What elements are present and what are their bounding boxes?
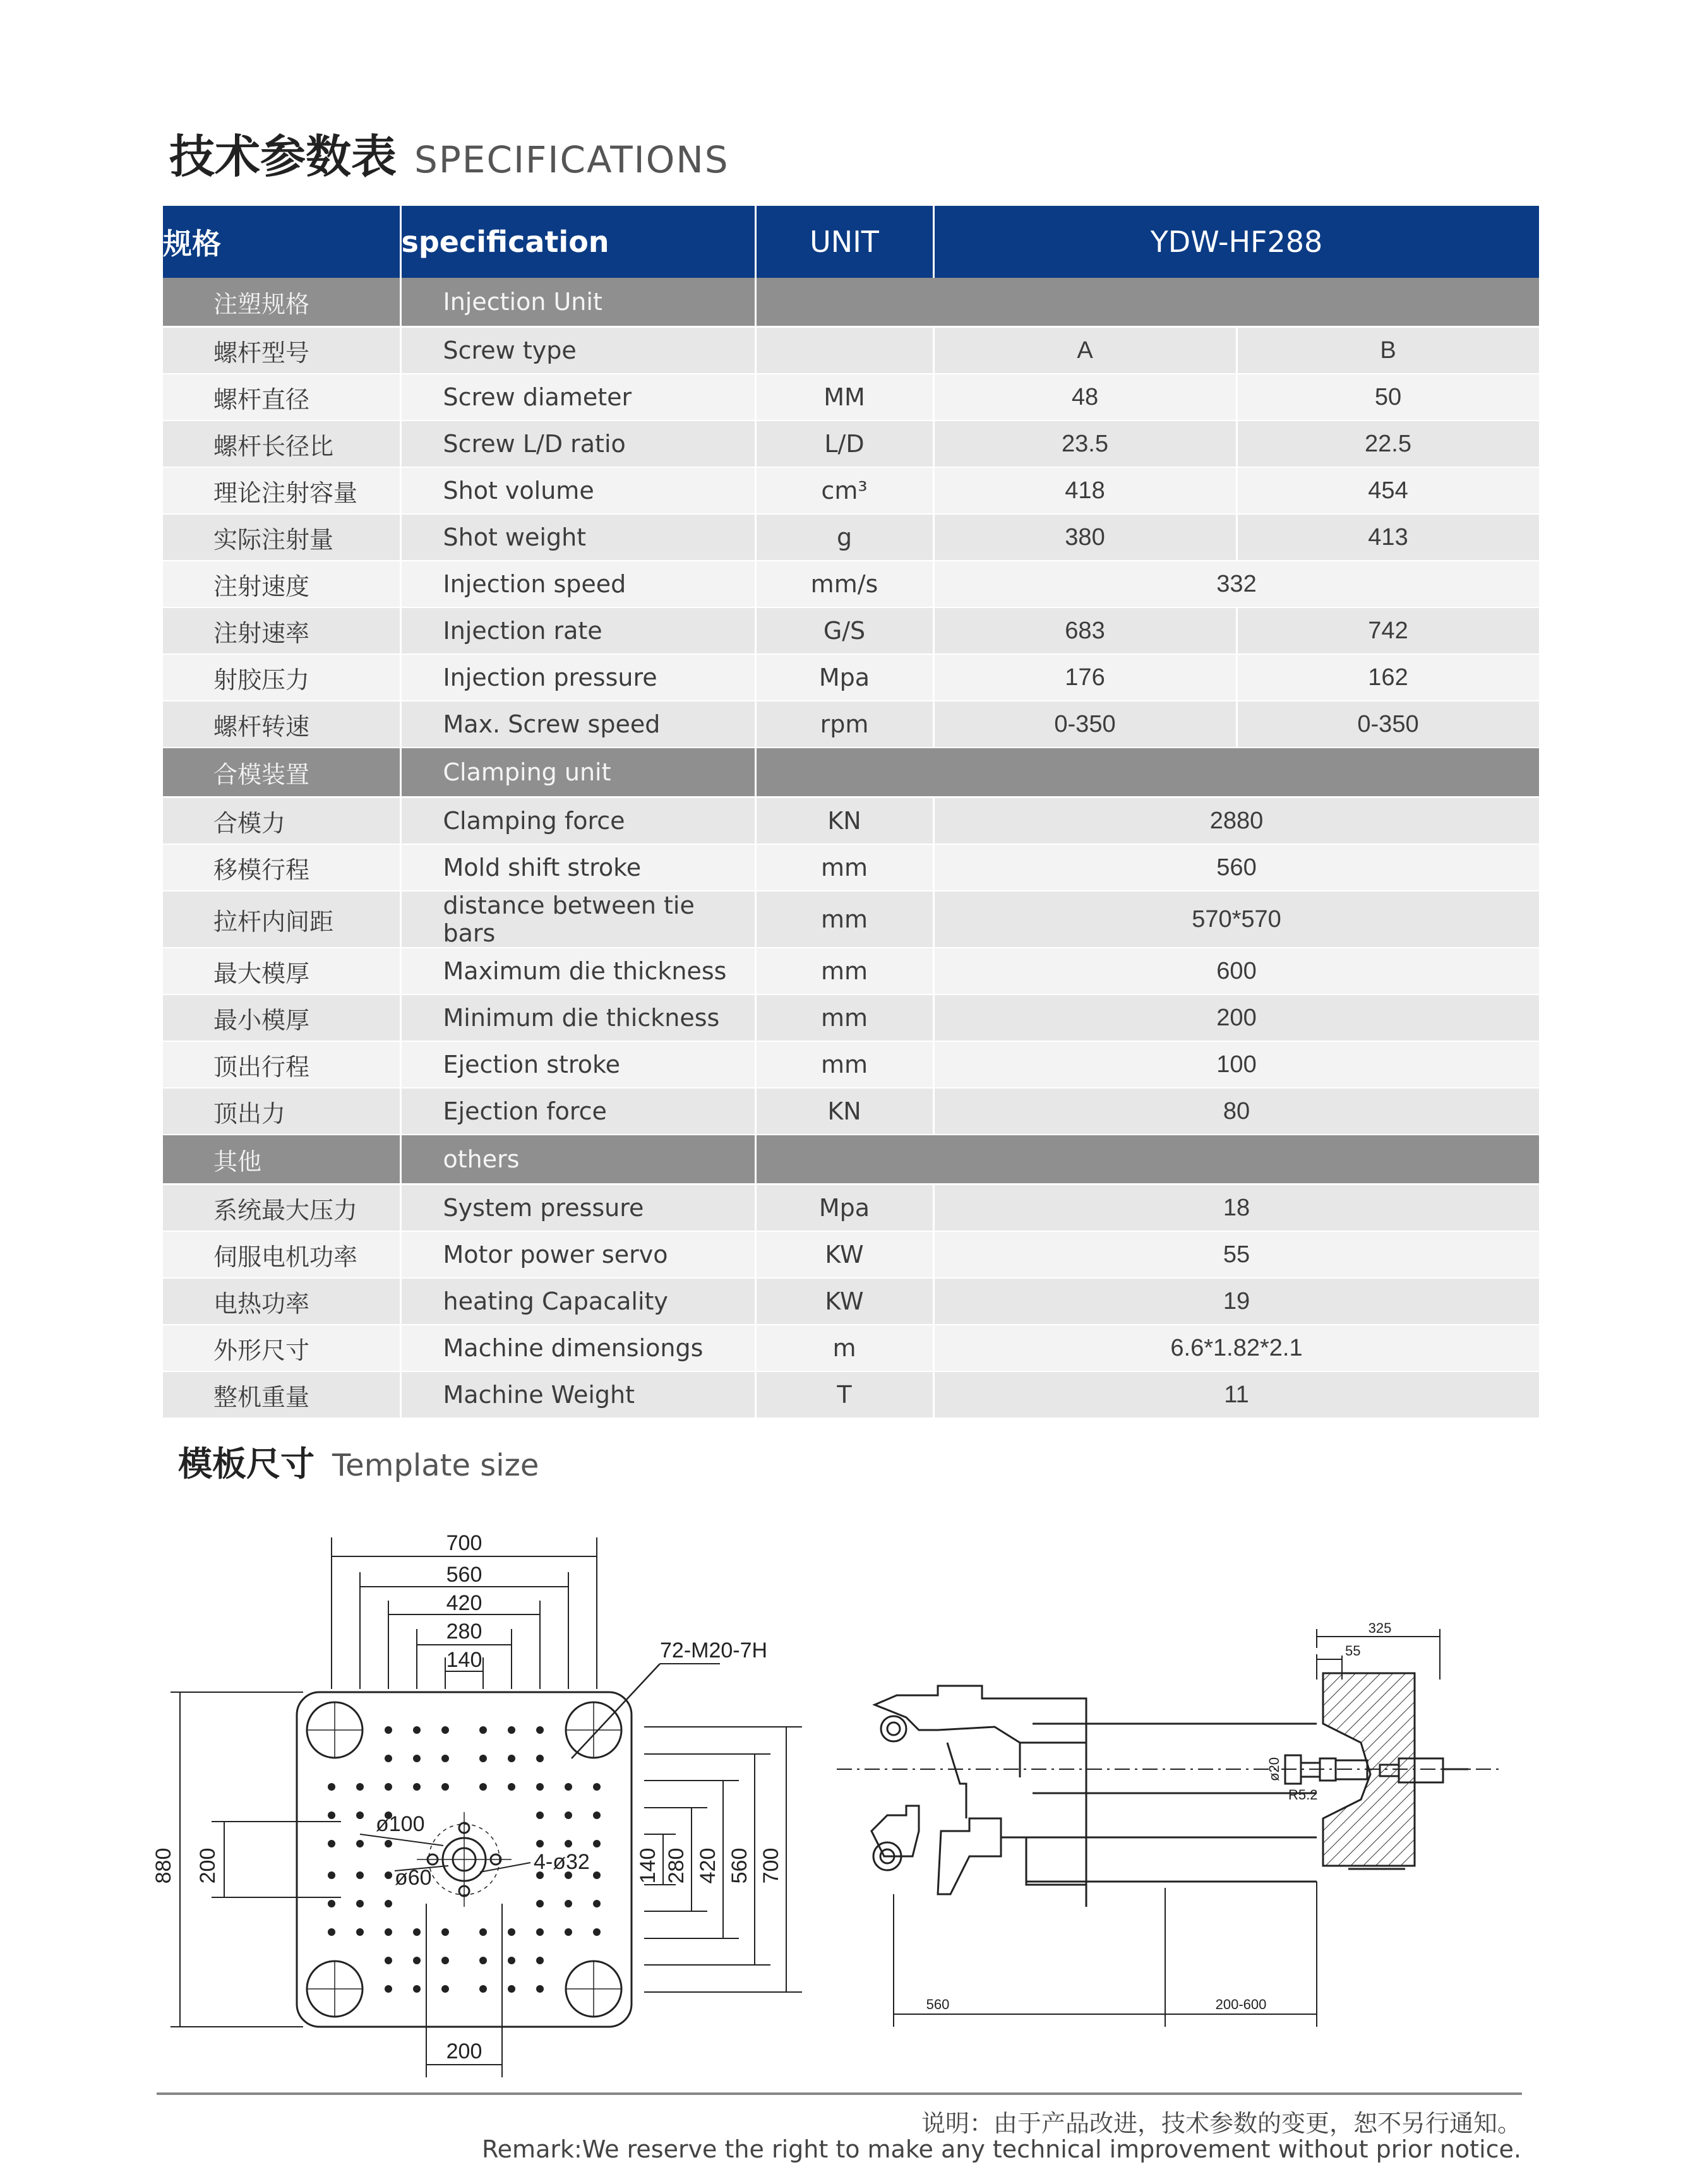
- dim-left-200: 200: [196, 1847, 220, 1884]
- table-row: [163, 1371, 1540, 1418]
- table-row: [163, 844, 1540, 891]
- mounting-hole: [565, 1928, 572, 1936]
- mounting-hole: [328, 1900, 335, 1907]
- param-value: 80: [933, 1088, 1540, 1135]
- param-name-en: Machine Weight: [400, 1371, 755, 1418]
- param-name-cn: 整机重量: [163, 1371, 400, 1418]
- dim-right-700: 700: [759, 1847, 783, 1884]
- param-unit: m: [755, 1325, 933, 1371]
- spec-heading: [169, 120, 729, 186]
- mounting-hole: [536, 1811, 544, 1819]
- mounting-hole: [536, 1985, 544, 1993]
- dim-right-140: 140: [636, 1847, 660, 1884]
- section-title-cn: 合模装置: [163, 748, 400, 797]
- table-row: [163, 421, 1540, 467]
- template-heading-cn: 模板尺寸: [178, 1444, 314, 1484]
- mounting-hole: [536, 1957, 544, 1964]
- param-name-en: Ejection stroke: [400, 1041, 755, 1088]
- table-row: [163, 1041, 1540, 1088]
- footer-divider: [157, 2092, 1522, 2095]
- param-value-a: 418: [933, 467, 1237, 514]
- mounting-hole: [413, 1783, 421, 1791]
- param-value-a: 176: [933, 654, 1237, 701]
- mounting-hole: [508, 1985, 515, 1993]
- table-row: [163, 514, 1540, 561]
- mounting-hole: [413, 1985, 421, 1993]
- mounting-hole: [385, 1928, 392, 1936]
- param-name-cn: 实际注射量: [163, 514, 400, 561]
- param-name-cn: 系统最大压力: [163, 1184, 400, 1232]
- section-title-en: Injection Unit: [400, 278, 755, 327]
- param-value-b: 413: [1237, 514, 1540, 561]
- section-blank: [755, 1135, 1540, 1184]
- dim-bottom-200-600: 200-600: [1215, 1996, 1267, 2012]
- param-unit: Mpa: [755, 654, 933, 701]
- mounting-hole: [356, 1811, 364, 1819]
- param-unit: mm/s: [755, 561, 933, 607]
- param-name-en: Injection pressure: [400, 654, 755, 701]
- mounting-hole: [356, 1928, 364, 1936]
- param-name-cn: 合模力: [163, 797, 400, 845]
- dim-top-55: 55: [1345, 1643, 1361, 1659]
- param-name-en: distance between tie bars: [400, 891, 755, 948]
- table-row: [163, 374, 1540, 421]
- dim-right-560: 560: [728, 1847, 752, 1884]
- mounting-hole: [536, 1900, 544, 1907]
- param-unit: KW: [755, 1278, 933, 1325]
- param-value-b: 162: [1237, 654, 1540, 701]
- table-row: [163, 1278, 1540, 1325]
- mounting-hole: [328, 1928, 335, 1936]
- dim-top-325: 325: [1368, 1620, 1392, 1636]
- mounting-hole: [385, 1726, 392, 1734]
- mounting-hole: [413, 1726, 421, 1734]
- mounting-hole: [479, 1985, 487, 1993]
- ring-callout: ø100: [376, 1812, 425, 1836]
- param-value: 2880: [933, 797, 1540, 845]
- header-spec: specification: [400, 206, 755, 278]
- param-unit: mm: [755, 994, 933, 1041]
- param-name-en: Max. Screw speed: [400, 701, 755, 748]
- param-unit: mm: [755, 948, 933, 994]
- param-unit: G/S: [755, 607, 933, 654]
- mounting-hole: [413, 1957, 421, 1964]
- param-name-cn: 螺杆直径: [163, 374, 400, 421]
- table-row: [163, 1231, 1540, 1278]
- param-name-en: Screw diameter: [400, 374, 755, 421]
- table-row: [163, 948, 1540, 994]
- param-value: 332: [933, 561, 1540, 607]
- param-value: 55: [933, 1231, 1540, 1278]
- param-value-b: 0-350: [1237, 701, 1540, 748]
- param-name-en: Screw L/D ratio: [400, 421, 755, 467]
- param-value: 600: [933, 948, 1540, 994]
- param-value-a: 380: [933, 514, 1237, 561]
- param-unit: rpm: [755, 701, 933, 748]
- side-view-drawing: [837, 1620, 1550, 2039]
- mounting-hole: [536, 1783, 544, 1791]
- param-unit: mm: [755, 891, 933, 948]
- param-value: 19: [933, 1278, 1540, 1325]
- param-unit: cm³: [755, 467, 933, 514]
- section-row: [163, 1135, 1540, 1184]
- mounting-hole: [508, 1783, 515, 1791]
- mounting-hole: [328, 1871, 335, 1879]
- param-value-b: 50: [1237, 374, 1540, 421]
- mounting-hole: [356, 1783, 364, 1791]
- param-value: 100: [933, 1041, 1540, 1088]
- header-model: YDW-HF288: [933, 206, 1540, 278]
- param-name-en: Injection speed: [400, 561, 755, 607]
- mounting-hole: [441, 1755, 449, 1762]
- mounting-hole: [593, 1900, 601, 1907]
- mounting-hole: [479, 1726, 487, 1734]
- table-row: [163, 1325, 1540, 1371]
- table-row: [163, 1184, 1540, 1232]
- param-name-cn: 螺杆转速: [163, 701, 400, 748]
- mounting-hole: [385, 1985, 392, 1993]
- hole-callout: 4-ø32: [534, 1850, 590, 1874]
- param-name-en: Maximum die thickness: [400, 948, 755, 994]
- param-value: 570*570: [933, 891, 1540, 948]
- mounting-hole: [356, 1871, 364, 1879]
- section-title-cn: 注塑规格: [163, 278, 400, 327]
- dim-right-280: 280: [664, 1847, 688, 1884]
- mounting-hole: [385, 1840, 392, 1847]
- remark-en: Remark:We reserve the right to make any technical improvement without prior notice.: [481, 2135, 1521, 2163]
- spec-heading-cn: 技术参数表: [169, 130, 397, 183]
- param-value-a: 0-350: [933, 701, 1237, 748]
- param-unit: mm: [755, 844, 933, 891]
- dim-top-700: 700: [446, 1531, 482, 1555]
- mounting-hole: [385, 1755, 392, 1762]
- section-title-en: others: [400, 1135, 755, 1184]
- param-name-en: Injection rate: [400, 607, 755, 654]
- param-name-en: Motor power servo: [400, 1231, 755, 1278]
- spec-table: [163, 206, 1541, 1419]
- param-value-b: 454: [1237, 467, 1540, 514]
- section-blank: [755, 748, 1540, 797]
- param-name-cn: 注射速度: [163, 561, 400, 607]
- param-name-en: System pressure: [400, 1184, 755, 1232]
- param-name-cn: 射胶压力: [163, 654, 400, 701]
- param-value-b: 22.5: [1237, 421, 1540, 467]
- table-row: [163, 797, 1540, 845]
- mounting-hole: [508, 1928, 515, 1936]
- nozzle-radius-label: R5.2: [1288, 1787, 1318, 1803]
- mounting-hole: [413, 1928, 421, 1936]
- param-name-cn: 顶出力: [163, 1088, 400, 1135]
- mounting-hole: [385, 1871, 392, 1879]
- table-row: [163, 891, 1540, 948]
- param-name-en: Shot volume: [400, 467, 755, 514]
- param-name-cn: 螺杆长径比: [163, 421, 400, 467]
- table-row: [163, 327, 1540, 374]
- nozzle-dia-label: ø20: [1266, 1757, 1282, 1781]
- mounting-hole: [593, 1783, 601, 1791]
- param-name-cn: 注射速率: [163, 607, 400, 654]
- dim-bottom-560: 560: [926, 1996, 950, 2012]
- param-name-en: Minimum die thickness: [400, 994, 755, 1041]
- param-name-cn: 最大模厚: [163, 948, 400, 994]
- mounting-hole: [328, 1840, 335, 1847]
- param-unit: Mpa: [755, 1184, 933, 1232]
- mounting-hole: [441, 1928, 449, 1936]
- template-heading-en: Template size: [332, 1448, 539, 1483]
- locator-callout: ø60: [395, 1866, 432, 1890]
- param-name-cn: 最小模厚: [163, 994, 400, 1041]
- mounting-hole: [479, 1957, 487, 1964]
- param-value-b: B: [1237, 327, 1540, 374]
- param-name-cn: 移模行程: [163, 844, 400, 891]
- mounting-hole: [385, 1957, 392, 1964]
- mounting-hole: [536, 1928, 544, 1936]
- param-name-cn: 理论注射容量: [163, 467, 400, 514]
- table-row: [163, 654, 1540, 701]
- param-value: 200: [933, 994, 1540, 1041]
- param-name-cn: 螺杆型号: [163, 327, 400, 374]
- param-value: 11: [933, 1371, 1540, 1418]
- param-unit: [755, 327, 933, 374]
- mounting-hole: [536, 1755, 544, 1762]
- mounting-hole: [479, 1783, 487, 1791]
- mounting-hole: [593, 1811, 601, 1819]
- section-row: [163, 748, 1540, 797]
- table-row: [163, 994, 1540, 1041]
- param-name-cn: 电热功率: [163, 1278, 400, 1325]
- param-name-en: Clamping force: [400, 797, 755, 845]
- platen-template-drawing: [152, 1512, 834, 2093]
- mounting-hole: [593, 1871, 601, 1879]
- remark-cn: 说明：由于产品改进，技术参数的变更，恕不另行通知。: [921, 2109, 1521, 2137]
- param-name-en: Machine dimensiongs: [400, 1325, 755, 1371]
- section-blank: [755, 278, 1540, 327]
- param-value-a: 683: [933, 607, 1237, 654]
- table-row: [163, 561, 1540, 607]
- dim-top-420: 420: [446, 1591, 482, 1615]
- dim-top-280: 280: [446, 1620, 482, 1644]
- mounting-hole: [385, 1783, 392, 1791]
- mounting-hole: [328, 1783, 335, 1791]
- mounting-hole: [508, 1755, 515, 1762]
- mounting-hole: [479, 1755, 487, 1762]
- param-name-en: Mold shift stroke: [400, 844, 755, 891]
- thread-callout: 72-M20-7H: [660, 1638, 768, 1662]
- table-row: [163, 701, 1540, 748]
- param-name-en: Ejection force: [400, 1088, 755, 1135]
- mounting-hole: [479, 1928, 487, 1936]
- mounting-hole: [565, 1900, 572, 1907]
- section-title-en: Clamping unit: [400, 748, 755, 797]
- mounting-hole: [536, 1840, 544, 1847]
- param-name-en: Shot weight: [400, 514, 755, 561]
- param-name-en: Screw type: [400, 327, 755, 374]
- table-row: [163, 1088, 1540, 1135]
- param-value: 560: [933, 844, 1540, 891]
- mounting-hole: [413, 1755, 421, 1762]
- dim-bottom-200: 200: [446, 2039, 482, 2063]
- param-name-cn: 拉杆内间距: [163, 891, 400, 948]
- mounting-hole: [593, 1928, 601, 1936]
- dim-left-880: 880: [152, 1847, 176, 1884]
- param-value-a: 23.5: [933, 421, 1237, 467]
- mounting-hole: [441, 1957, 449, 1964]
- table-row: [163, 467, 1540, 514]
- mounting-hole: [441, 1726, 449, 1734]
- param-unit: KN: [755, 797, 933, 845]
- param-name-cn: 顶出行程: [163, 1041, 400, 1088]
- mounting-hole: [441, 1985, 449, 1993]
- mounting-hole: [385, 1900, 392, 1907]
- header-unit: UNIT: [755, 206, 933, 278]
- param-unit: T: [755, 1371, 933, 1418]
- mounting-hole: [508, 1957, 515, 1964]
- param-value-b: 742: [1237, 607, 1540, 654]
- mounting-hole: [565, 1840, 572, 1847]
- section-title-cn: 其他: [163, 1135, 400, 1184]
- template-heading: [178, 1437, 539, 1486]
- mounting-hole: [356, 1900, 364, 1907]
- param-name-en: heating Capacality: [400, 1278, 755, 1325]
- mounting-hole: [593, 1840, 601, 1847]
- param-unit: KW: [755, 1231, 933, 1278]
- mounting-hole: [508, 1726, 515, 1734]
- param-unit: L/D: [755, 421, 933, 467]
- mounting-hole: [441, 1783, 449, 1791]
- param-unit: KN: [755, 1088, 933, 1135]
- mounting-hole: [356, 1840, 364, 1847]
- param-unit: g: [755, 514, 933, 561]
- param-value: 18: [933, 1184, 1540, 1232]
- mounting-hole: [565, 1811, 572, 1819]
- dim-top-560: 560: [446, 1563, 482, 1587]
- dim-top-140: 140: [446, 1648, 482, 1672]
- param-name-cn: 伺服电机功率: [163, 1231, 400, 1278]
- param-value: 6.6*1.82*2.1: [933, 1325, 1540, 1371]
- spec-heading-en: SPECIFICATIONS: [414, 138, 729, 181]
- mounting-hole: [565, 1783, 572, 1791]
- param-unit: mm: [755, 1041, 933, 1088]
- table-row: [163, 607, 1540, 654]
- mounting-hole: [328, 1811, 335, 1819]
- param-unit: MM: [755, 374, 933, 421]
- header-cn: 规格: [163, 206, 400, 278]
- dim-right-420: 420: [696, 1847, 720, 1884]
- section-row: [163, 278, 1540, 327]
- param-name-cn: 外形尺寸: [163, 1325, 400, 1371]
- param-value-a: A: [933, 327, 1237, 374]
- mounting-hole: [536, 1726, 544, 1734]
- param-value-a: 48: [933, 374, 1237, 421]
- table-header-row: [163, 206, 1540, 278]
